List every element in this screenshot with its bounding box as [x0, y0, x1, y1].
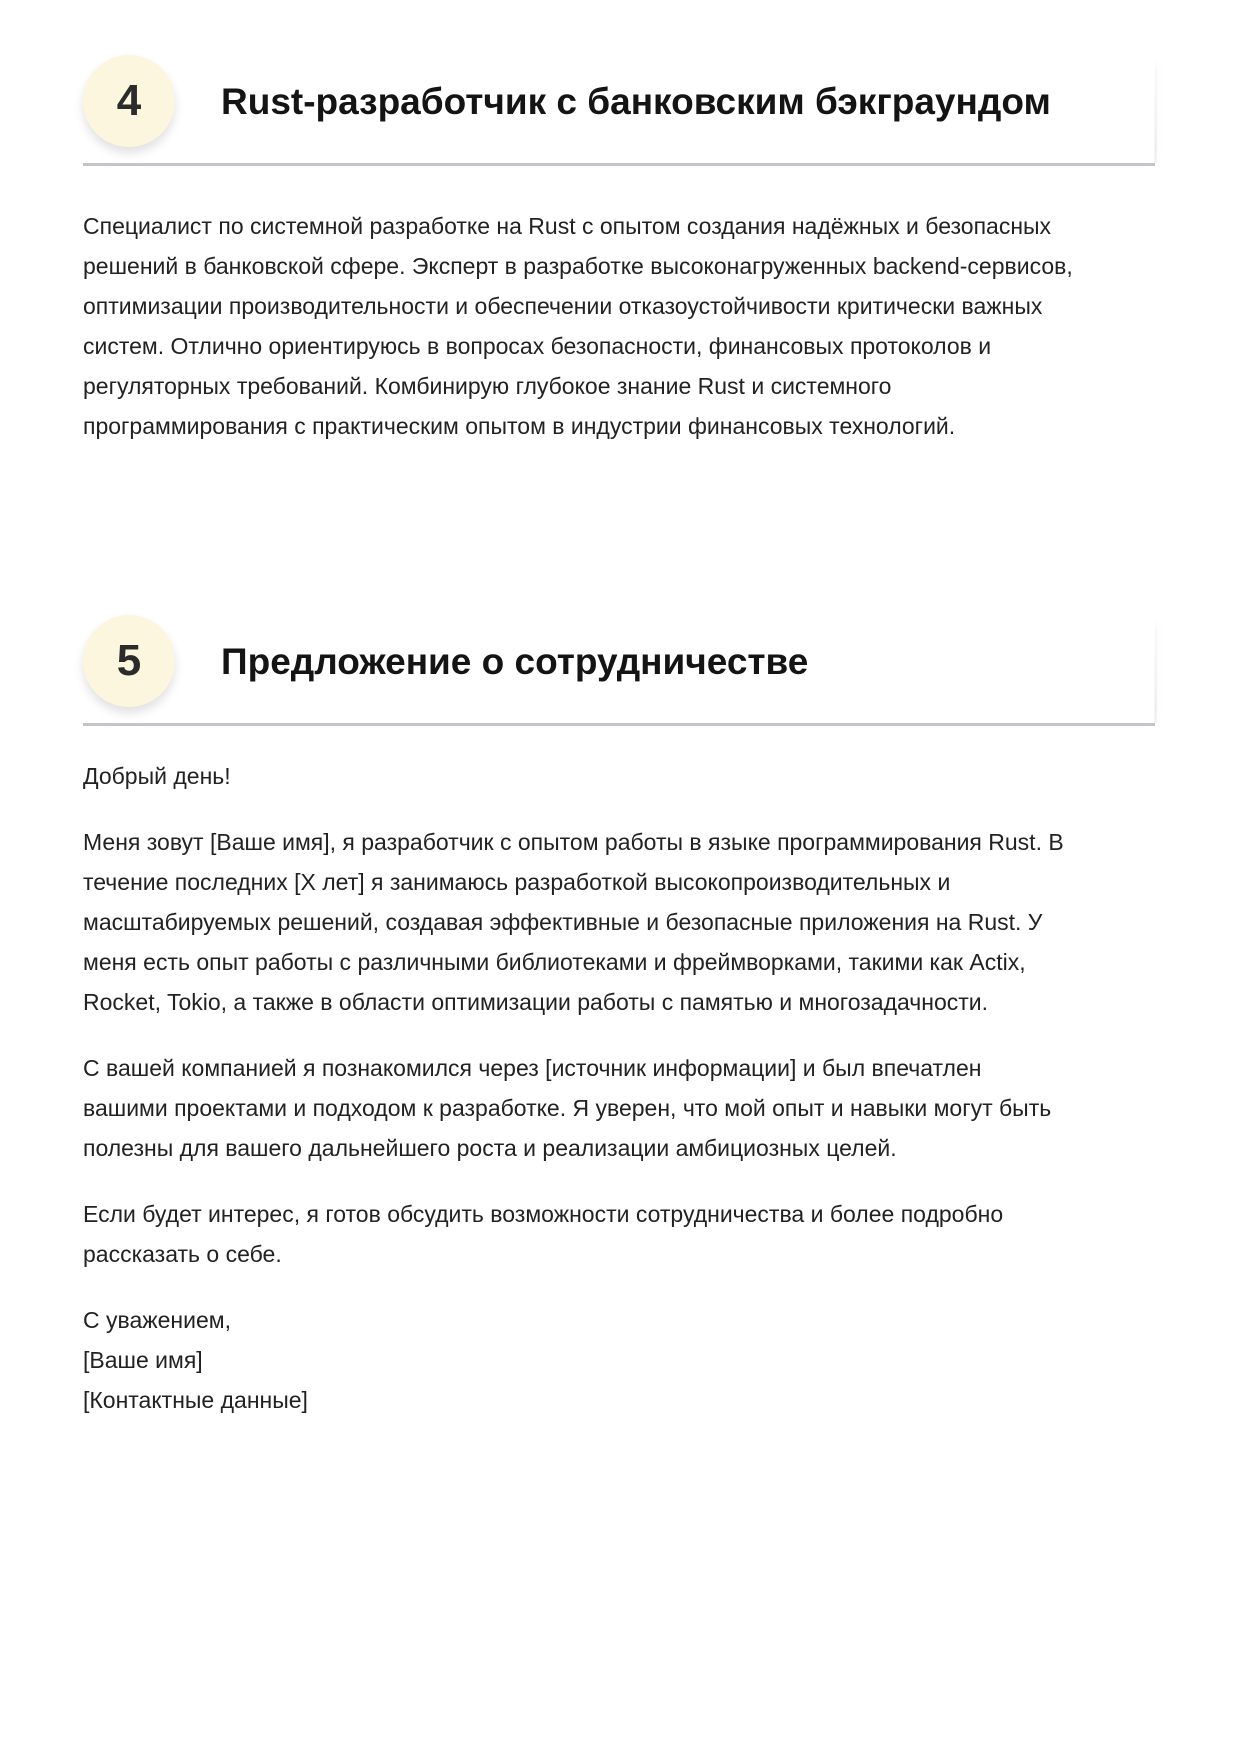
text-line: течение последних [X лет] я занимаюсь разработкой высокопроизводительных и [83, 869, 951, 895]
section-5-title: Предложение о сотрудничестве [221, 641, 809, 682]
text-line: Специалист по системной разработке на Rust с опытом создания надёжных и безопасных [83, 213, 1052, 239]
text-line: регуляторных требований. Комбинирую глубокое знание Rust и системного [83, 373, 892, 399]
section-4 [83, 55, 1155, 446]
text-line: оптимизации производительности и обеспечении отказоустойчивости критически важных [83, 293, 1043, 319]
text-line: меня есть опыт работы с различными библиотеками и фреймворками, такими как Actix, [83, 949, 1026, 975]
signature-name: [Ваше имя] [83, 1347, 203, 1373]
section-4-header [83, 55, 1155, 166]
section-5 [83, 615, 1155, 1420]
section-5-number-badge: 5 [83, 615, 175, 707]
text-line: Rocket, Tokio, а также в области оптимизации работы с памятью и многозадачности. [83, 989, 989, 1015]
text-line: Если будет интерес, я готов обсудить возможности сотрудничества и более подробно [83, 1201, 1004, 1227]
letter-paragraph-2 [83, 1048, 1155, 1168]
section-5-header [83, 615, 1155, 726]
section-4-title: Rust-разработчик с банковским бэкграундом [221, 81, 1051, 122]
section-4-body [83, 206, 1155, 446]
text-line: полезны для вашего дальнейшего роста и реализации амбициозных целей. [83, 1135, 897, 1161]
letter-paragraph-3 [83, 1194, 1155, 1274]
text-line: Меня зовут [Ваше имя], я разработчик с опытом работы в языке программирования Rust. В [83, 829, 1064, 855]
text-line: масштабируемых решений, создавая эффективные и безопасные приложения на Rust. У [83, 909, 1043, 935]
text-line: рассказать о себе. [83, 1241, 282, 1267]
text-line: программирования с практическим опытом в индустрии финансовых технологий. [83, 413, 956, 439]
section-4-description [83, 206, 1155, 446]
section-5-body [83, 756, 1155, 1420]
text-line: систем. Отлично ориентируюсь в вопросах безопасности, финансовых протоколов и [83, 333, 992, 359]
section-4-number-badge: 4 [83, 55, 175, 147]
letter-greeting: Добрый день! [83, 763, 231, 789]
letter-closing: С уважением, [83, 1307, 231, 1333]
letter-signature [83, 1300, 1155, 1420]
text-line: вашими проектами и подходом к разработке. Я уверен, что мой опыт и навыки могут быть [83, 1095, 1052, 1121]
signature-contacts: [Контактные данные] [83, 1387, 308, 1413]
letter-paragraph-1 [83, 822, 1155, 1022]
text-line: С вашей компанией я познакомился через [источник информации] и был впечатлен [83, 1055, 982, 1081]
text-line: решений в банковской сфере. Эксперт в разработке высоконагруженных backend-сервисов, [83, 253, 1073, 279]
